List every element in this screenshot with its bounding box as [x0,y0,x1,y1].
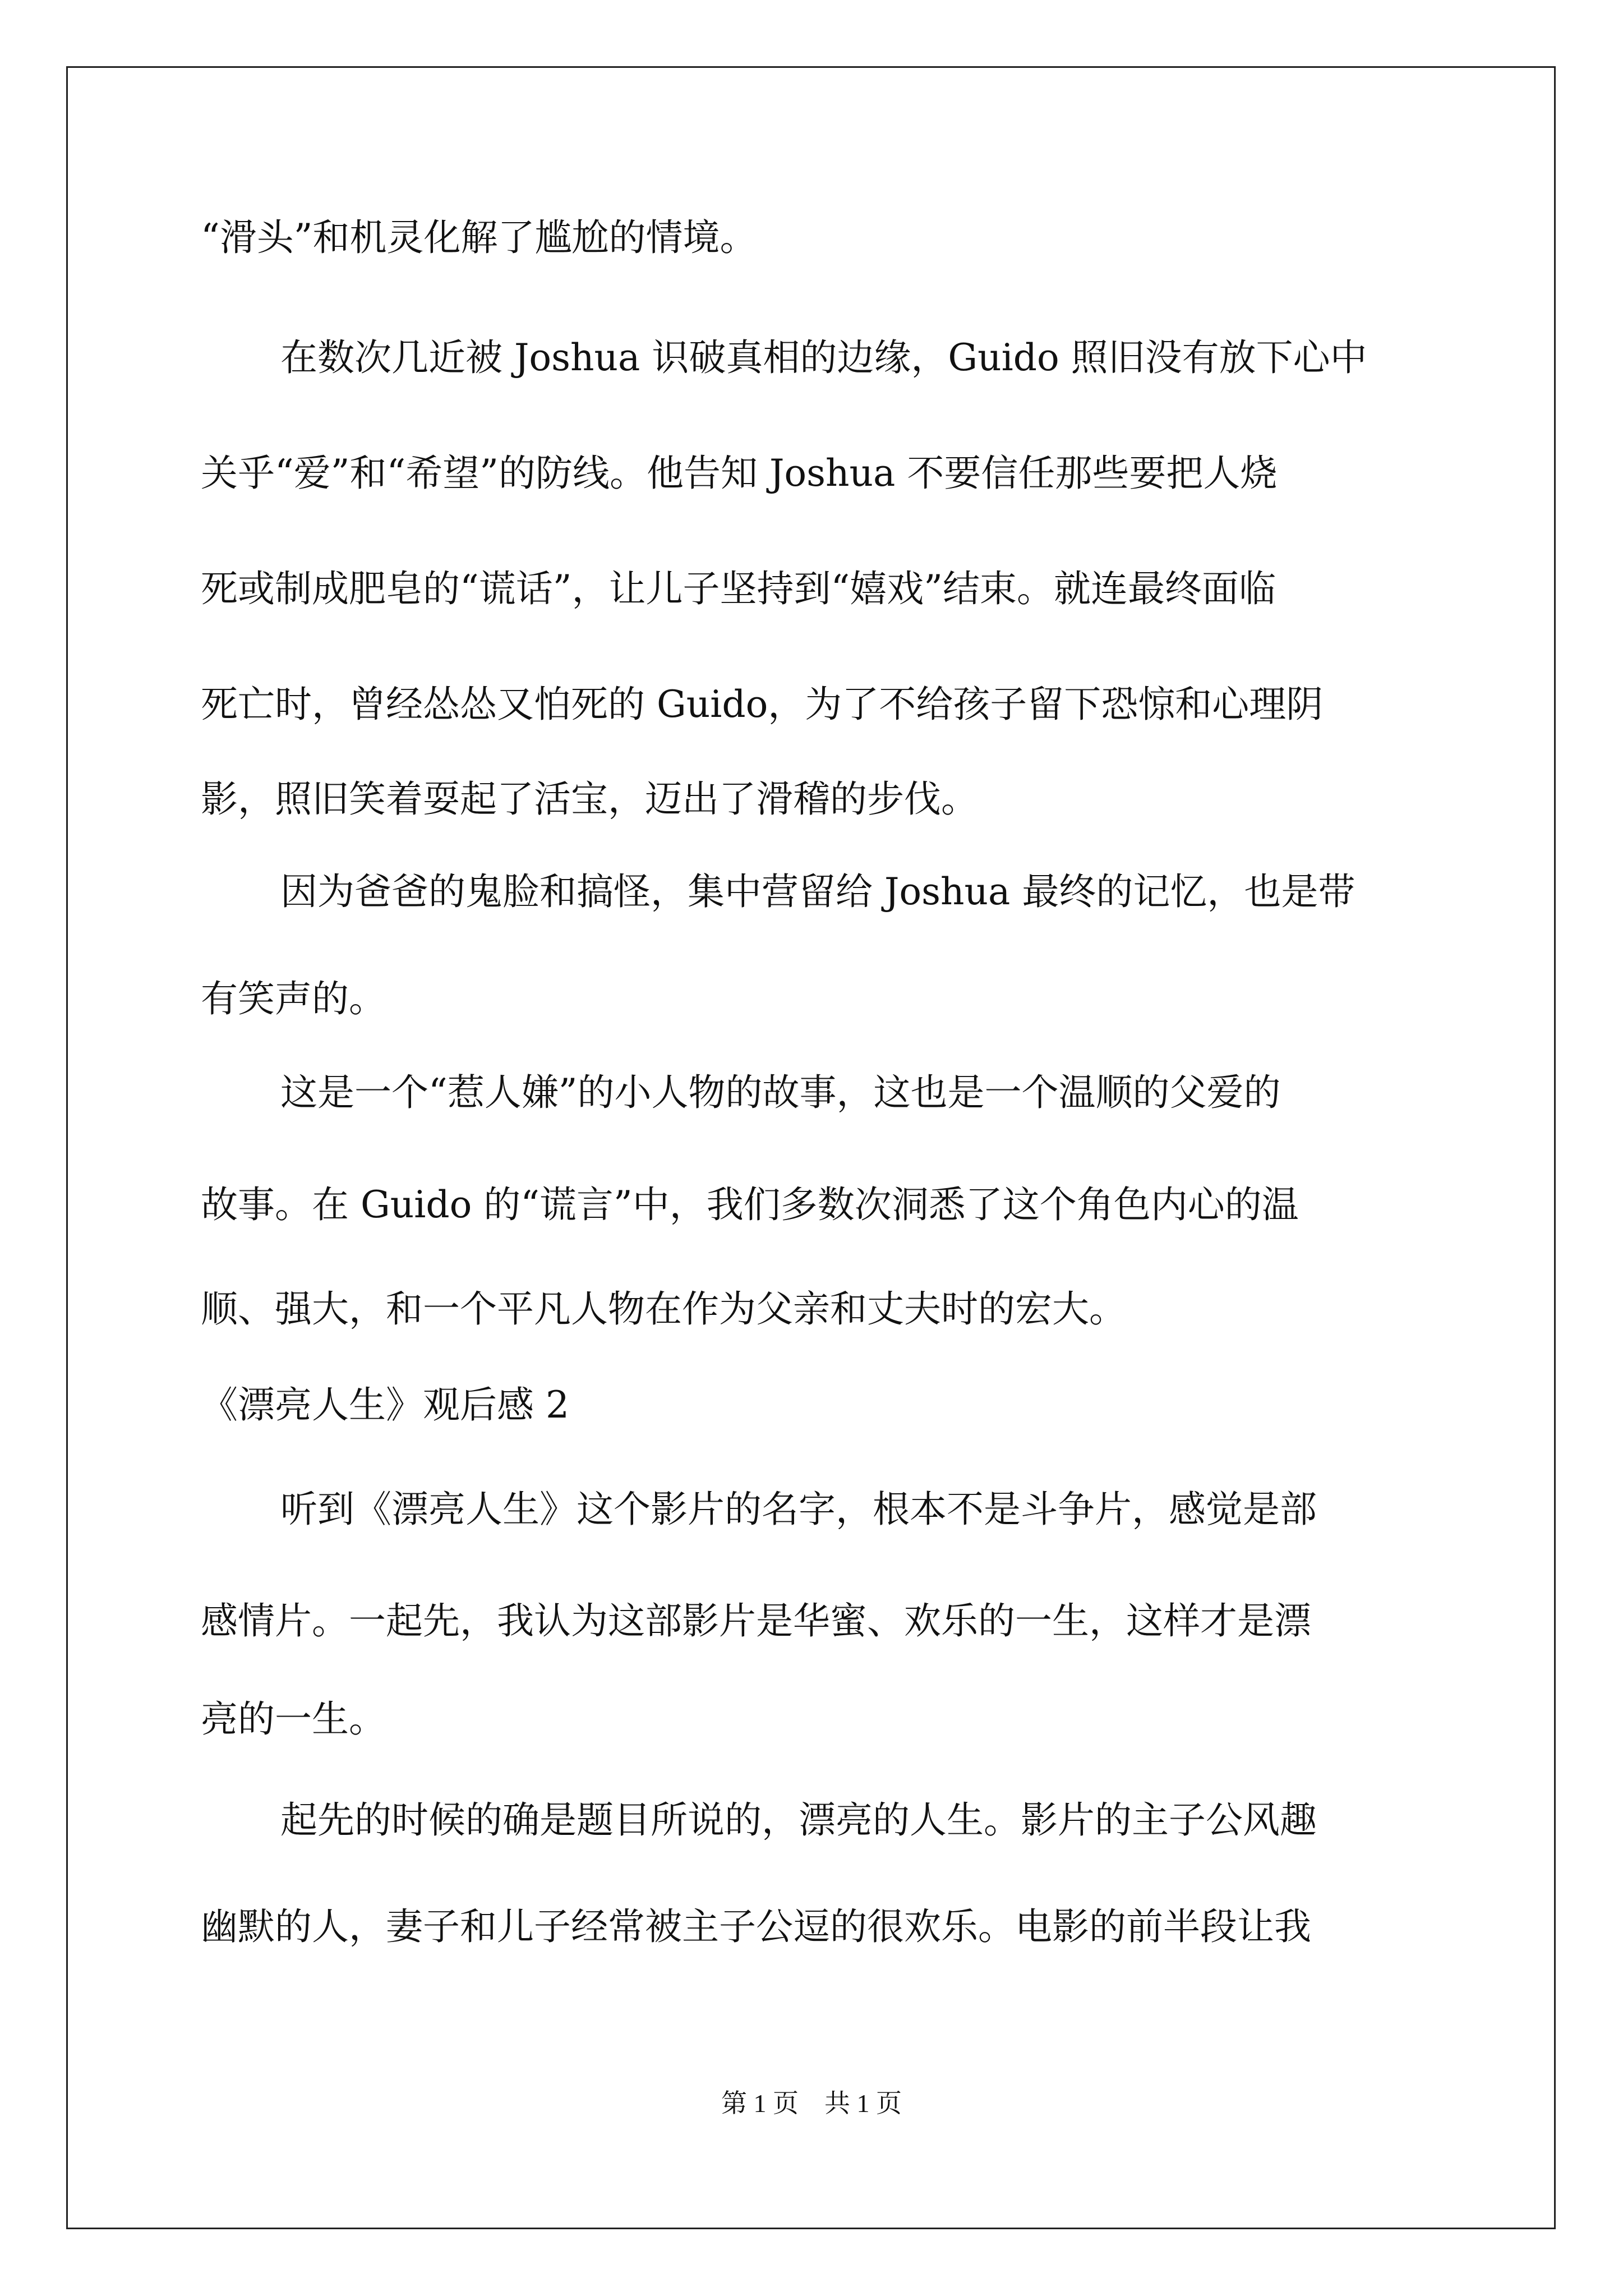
paragraph-line: 幽默的人，妻子和儿子经常被主子公逗的很欢乐。电影的前半段让我 [201,1905,1311,1948]
paragraph-line: 顺、强大，和一个平凡人物在作为父亲和丈夫时的宏大。 [201,1287,1126,1331]
paragraph-line: 起先的时候的确是题目所说的，漂亮的人生。影片的主子公风趣 [280,1798,1317,1842]
paragraph-line: 关乎“爱”和“希望”的防线。他告知 Joshua 不要信任那些要把人烧 [201,452,1278,495]
paragraph-line: 听到《漂亮人生》这个影片的名字，根本不是斗争片，感觉是部 [280,1488,1317,1531]
paragraph-line: 故事。在 Guido 的“谎言”中，我们多数次洞悉了这个角色内心的温 [201,1183,1299,1226]
paragraph-line: 死亡时，曾经怂怂又怕死的 Guido，为了不给孩子留下恐惊和心理阴 [201,683,1324,726]
section-heading: 《漂亮人生》观后感 2 [201,1383,569,1427]
paragraph-line: 亮的一生。 [201,1697,386,1741]
paragraph-line: 感情片。一起先，我认为这部影片是华蜜、欢乐的一生，这样才是漂 [201,1599,1311,1642]
page-number-footer: 第 1 页 共 1 页 [721,2089,902,2118]
paragraph-line: 死或制成肥皂的“谎话”，让儿子坚持到“嬉戏”结束。就连最终面临 [201,567,1276,610]
paragraph-line: 有笑声的。 [201,977,386,1020]
paragraph-line: 在数次几近被 Joshua 识破真相的边缘，Guido 照旧没有放下心中 [280,336,1367,379]
paragraph-line: 因为爸爸的鬼脸和搞怪，集中营留给 Joshua 最终的记忆，也是带 [280,870,1355,913]
paragraph-line: 影，照旧笑着耍起了活宝，迈出了滑稽的步伐。 [201,777,978,821]
paragraph-line: 这是一个“惹人嫌”的小人物的故事，这也是一个温顺的父爱的 [280,1071,1281,1114]
paragraph-line: “滑头”和机灵化解了尴尬的情境。 [201,216,757,259]
